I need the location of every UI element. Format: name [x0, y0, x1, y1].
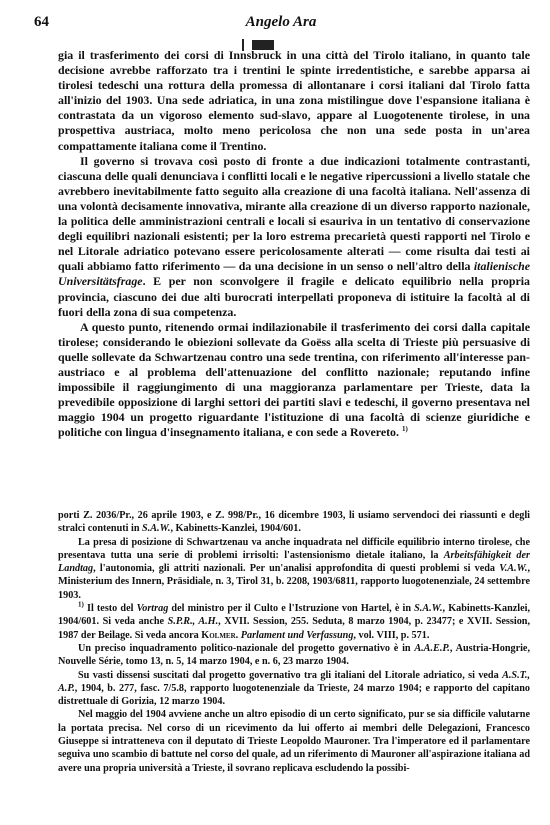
- note-5-a: Su vasti dissensi suscitati dal progetto governativo tra gli italiani del Litorale adriatico, si veda: [78, 669, 503, 681]
- note-3-author: Kolmer: [201, 629, 236, 641]
- paragraph-3: [58, 320, 530, 441]
- note-5-b: , 1904, b. 277, fasc. 7/5.8, rapporto luogotenenziale da Trieste, 24 marzo 1904; e rapporto del capitano distrettuale di Gorizia, 12 marzo 1904.: [58, 682, 530, 708]
- note-3-b: del ministro per il Culto e l'Istruzione von Hartel, è in: [168, 603, 415, 615]
- note-4: [58, 642, 530, 669]
- note-2-c: , Ministerium des Innern, Präsidiale, n. 3, Tirol 31, b. 2208, 1903/6811, rapporto luogotenenziale, 24 settembre 1903.: [58, 563, 530, 601]
- note-1-b: , Kabinetts-Kanzlei, 1904/601.: [170, 523, 301, 535]
- running-head: Angelo Ara: [245, 14, 317, 30]
- paragraph-2-text-b: . E per non sconvolgere il fragile e delicato equilibrio nella propria provincia, ciascuno dei due alti burocrati interpellati proponeva di istituire la facoltà al di fuori della zona di sua competenza.: [58, 274, 530, 319]
- page-header: [34, 14, 528, 34]
- note-1-em: S.A.W.: [142, 523, 171, 535]
- note-3-d: , XVII. Session, 255. Seduta, 8 marzo 1904, p. 23477; e XVII. Session, 1987 der Beilage. Si veda ancora: [58, 616, 530, 641]
- note-3-em-1: Vortrag: [136, 603, 169, 615]
- note-3-em-2: S.A.W.: [414, 603, 443, 615]
- note-1: [58, 509, 530, 536]
- note-2-em-1: Arbeitsfähigkeit der Landtag: [58, 549, 530, 575]
- note-3-em-3: S.P.R., A.H.: [167, 616, 219, 628]
- note-4-em-1: A.A.E.P.: [414, 642, 450, 654]
- note-3-marker: 1): [78, 600, 84, 609]
- paragraph-2: [58, 154, 530, 320]
- note-4-b: , Austria-Hongrie, Nouvelle Série, tomo 13, n. 5, 14 marzo 1904, e n. 6, 23 marzo 1904.: [58, 642, 530, 668]
- paragraph-2-emphasis: italienische Universitätsfrage: [58, 259, 530, 289]
- note-1-a: porti Z. 2036/Pr., 26 aprile 1903, e Z. 998/Pr., 16 dicembre 1903, li usiamo servendoci dei riassunti e degli stralci contenuti in: [58, 510, 530, 535]
- note-2-em-2: V.A.W.: [499, 563, 528, 575]
- note-3-c: , Kabinetts-Kanzlei, 1904/601. Si veda anche: [58, 603, 530, 628]
- main-text: [58, 48, 530, 440]
- footnote-marker: 1): [401, 425, 408, 434]
- note-5-em-1: A.S.T., A.P.: [58, 669, 530, 694]
- page-number: 64: [34, 14, 49, 30]
- note-3-e: , vol. VIII, p. 571.: [353, 629, 430, 641]
- paragraph-2-text-a: Il governo si trovava così posto di fronte a due indicazioni totalmente contrastanti, ciascuna delle quali denunciava i conflitti locali e le negative ripercussioni a livello statale che avrebbero inevitabilmente fatto seguito alla creazione di una facoltà italiana. Nell'assenza di una volontà decisamente innovativa, mirante alla creazione di un diverso rapporto nazionale, la politica delle amministrazioni centrali e locali si esauriva in un tentativo di conservazione degli equilibri nazionali esistenti; per la loro estrema precarietà questi rapporti nel Tirolo e nel Litorale adriatico potevano essere pericolosamente alterati — come risulta dai testi ai quali abbiamo fatto riferimento — da una decisione in un senso o nell'altro della: [58, 153, 530, 274]
- note-6: Nel maggio del 1904 avviene anche un altro episodio di un certo significato, pur se sia difficile valutarne la portata precisa. Nel corso di un ricevimento da lui offerto ai membri delle Delegazioni, Francesco Giuseppe si intratteneva con il deputato di Trieste Leopoldo Mauroner. Tra l'imperatore ed il parlamentare seguiva uno scambio di battute nel corso del quale, ad un riferimento di Mauroner all'aspirazione italiana ad avere una propria università a Trieste, il sovrano replicava escludendo la possibi-: [58, 709, 530, 774]
- note-5: [58, 669, 530, 709]
- note-3: $^{1)}$ Il testo del Vortrag del ministro per il Culto e l'Istruzione von Hartel, è in S.A.W., Kabinetts-Kanzlei, 1904/601. Si veda anche S.P.R., A.H., XVII. Session, 255. Seduta, 8 marzo 1904, p. 23477; e XVII. Session, 1987 der Beilage. Si veda ancora Kolmer. Parlament und Verfassung, vol. VIII, p. 571.: [58, 600, 530, 641]
- note-2: [58, 536, 530, 602]
- note-3-a: Il testo del: [83, 603, 137, 615]
- note-4-a: Un preciso inquadramento politico-nazionale del progetto governativo è in: [78, 642, 415, 654]
- note-3-em-4: Parlament und Verfassung: [240, 629, 354, 641]
- footnotes: [58, 509, 530, 775]
- paragraph-1: gia il trasferimento dei corsi di Innsbruck in una città del Tirolo italiano, in quanto tale decisione avrebbe rafforzato tra i trentini le spinte irredentistiche, e sarebbe apparsa ai tirolesi tedeschi una rottura della promessa di allontanare i corsi italiani dal Tirolo fatta all'inizio del 1903. Una sede adriatica, in una zona mistilingue dove l'espansione italiana è contrastata da un vigoroso elemento sud-slavo, appare al Luogotenente tirolese, in una prospettiva austriaca, molto meno pericolosa che non una sede posta in un'area compattamente italiana come il Trentino.: [58, 48, 530, 153]
- note-2-a: La presa di posizione di Schwartzenau va anche inquadrata nel difficile equilibrio interno tirolese, che presentava tutta una serie di problemi irrisolti: l'astensionismo dietale italiano, la: [58, 536, 530, 561]
- paragraph-3-text: A questo punto, ritenendo ormai indilazionabile il trasferimento dei corsi dalla capitale tirolese; considerando le obiezioni sollevate da Goëss alla scelta di Trieste più persuasive di quelle sollevate da Schwartzenau contro una sede trentina, con riferimento all'interesse pan-austriaco e al problema dell'attenuazione del conflitto nazionale; reputando infine impossibile il raggiungimento di una maggioranza parlamentare per Trieste, data la prevedibile opposizione di larghi settori dei partiti slavi e tedeschi, il governo presentava nel maggio 1904 un progetto riguardante l'istituzione di una facoltà di scienze giuridiche e politiche con lingua d'insegnamento italiana, e con sede a Rovereto.: [58, 319, 530, 440]
- note-2-b: , l'autonomia, gli attriti nazionali. Per un'analisi approfondita di questi problemi si veda: [93, 563, 500, 575]
